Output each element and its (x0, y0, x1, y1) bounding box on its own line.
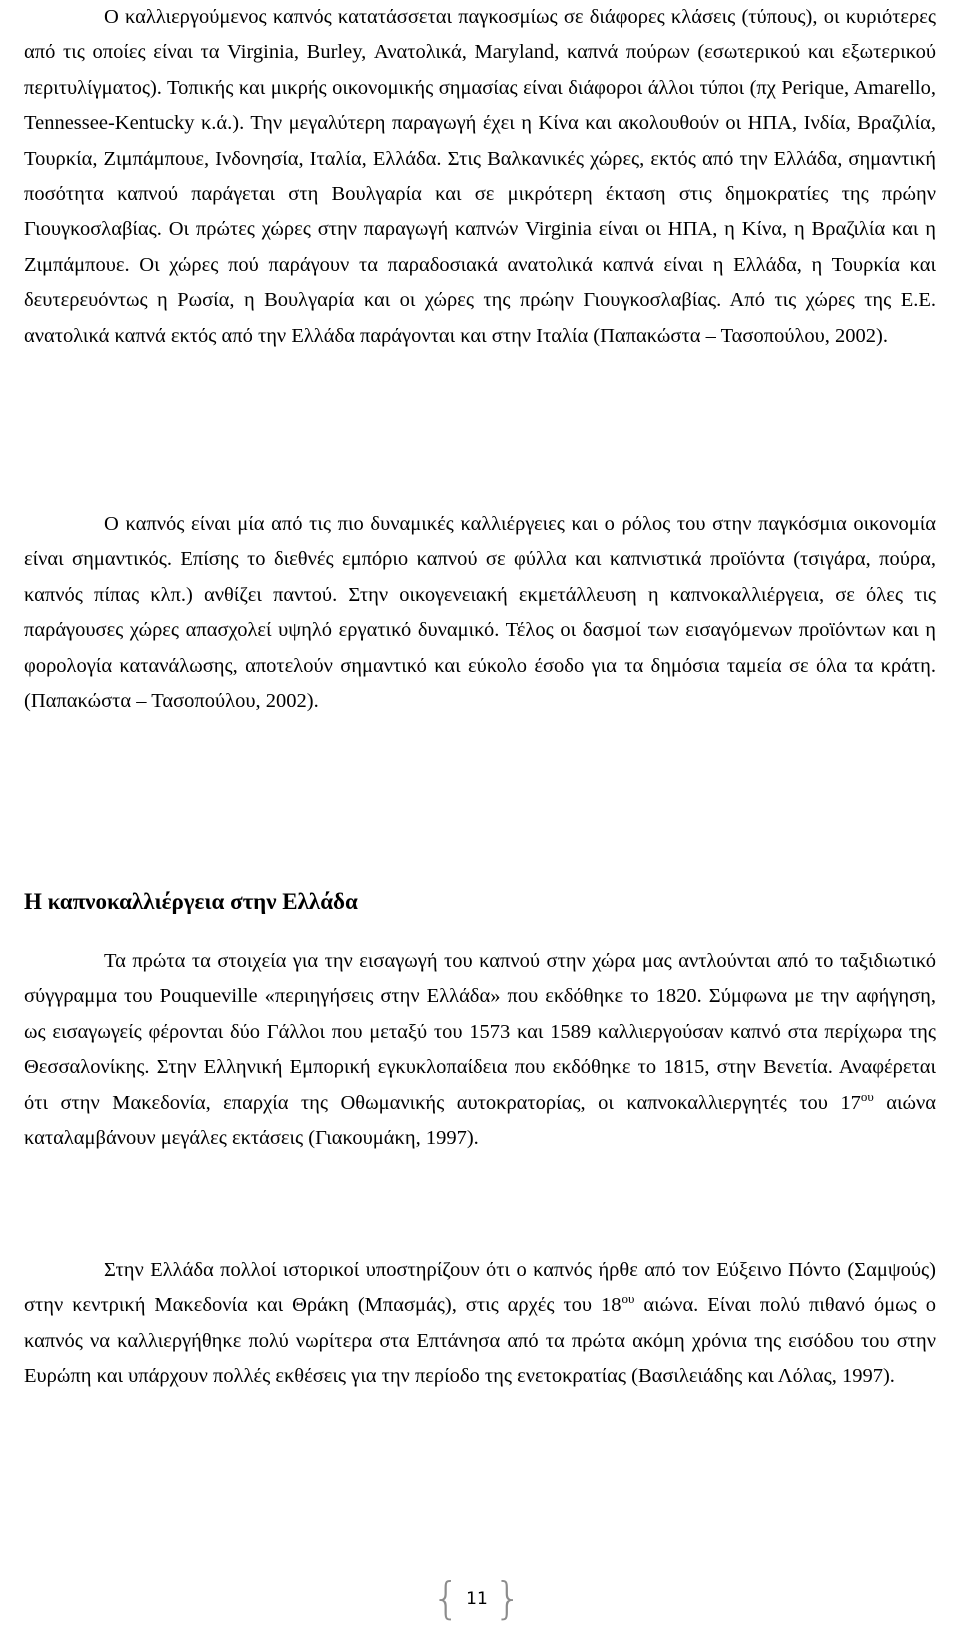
paragraph-tobacco-economy: Ο καπνός είναι μία από τις πιο δυναμικές καλλιέργειες και ο ρόλος του στην παγκόσμια οικονομία είναι σημαντικός. Επίσης το διεθνές εμπόριο καπνού σε φύλλα και καπνιστικά προϊόντα (τσιγάρα, πούρα, καπνός πίπας κλπ.) ανθίζει παντού. Στην οικογενειακή εκμετάλλευση η καπνοκαλλιέργεια, σε όλες τις παράγουσες χώρες απασχολεί υψηλό εργατικό δυναμικό. Τέλος οι δασμοί των εισαγόμενων προϊόντων και η φορολογία κατανάλωσης, αποτελούν σημαντικό και εύκολο έσοδο για τα δημόσια ταμεία σε όλα τα κράτη. (Παπακώστα – Τασοπούλου, 2002). (24, 513, 936, 713)
paragraph-tobacco-origin (24, 1253, 936, 1395)
page-number: 11 (466, 1589, 488, 1609)
right-brace-icon: } (494, 1573, 522, 1624)
paragraph-text: Στην Ελλάδα πολλοί ιστορικοί υποστηρίζουν ότι ο καπνός ήρθε από τον Εύξεινο Πόντο (Σαμψούς) στην κεντρική Μακεδονία και Θράκη (Μπασμάς), στις αρχές του 18 (24, 1259, 936, 1317)
section-heading: Η καπνοκαλλιέργεια στην Ελλάδα (24, 889, 358, 914)
paragraph-text: αιώνα. Είναι πολύ πιθανό όμως ο καπνός να καλλιεργήθηκε πολύ νωρίτερα στα Επτάνησα από τα πρώτα ακόμη χρόνια της εισόδου του στην Ευρώπη και υπάρχουν πολλές εκθέσεις για την περίοδο της ενετοκρατίας (Βασιλειάδης και Λόλας, 1997). (24, 1294, 936, 1388)
paragraph-tobacco-types: Ο καλλιεργούμενος καπνός κατατάσσεται παγκοσμίως σε διάφορες κλάσεις (τύπους), οι κυριότερες από τις οποίες είναι τα Virginia, Burley, Ανατολικά, Maryland, καπνά πούρων (εσωτερικού και εξωτερικού περιτυλίγματος). Τοπικής και μικρής οικονομικής σημασίας είναι διάφοροι άλλοι τύποι (πχ Perique, Amarello, Tennessee-Kentucky κ.ά.). Την μεγαλύτερη παραγωγή έχει η Κίνα και ακολουθούν οι ΗΠΑ, Ινδία, Βραζιλία, Τουρκία, Ζιμπάμπουε, Ινδονησία, Ιταλία, Ελλάδα. Στις Βαλκανικές χώρες, εκτός από την Ελλάδα, σημαντική ποσότητα καπνού παράγεται στη Βουλγαρία και σε μικρότερη έκταση στις δημοκρατίες της πρώην Γιουγκοσλαβίας. Οι πρώτες χώρες στην παραγωγή καπνών Virginia είναι οι ΗΠΑ, η Κίνα, η Βραζιλία και η Ζιμπάμπουε. Οι χώρες πού παράγουν τα παραδοσιακά ανατολικά καπνά είναι η Ελλάδα, η Τουρκία και δευτερευόντως η Ρωσία, η Βουλγαρία και οι χώρες της πρώην Γιουγκοσλαβίας. Από τις χώρες της Ε.Ε. ανατολικά καπνά εκτός από την Ελλάδα παράγονται και στην Ιταλία (Παπακώστα – Τασοπούλου, 2002). (24, 6, 936, 347)
paragraph-text: αιώνα καταλαμβάνουν μεγάλες εκτάσεις (Γιακουμάκη, 1997). (24, 1091, 936, 1150)
left-brace-icon: { (432, 1573, 460, 1624)
page-footer (432, 1575, 522, 1623)
paragraph-text: Τα πρώτα τα στοιχεία για την εισαγωγή του καπνού στην χώρα μας αντλούνται από το ταξιδιωτικό σύγγραμμα του Pouqueville «περιηγήσεις στην Ελλάδα» που εκδόθηκε το 1820. Σύμφωνα με την αφήγηση, ως εισαγωγείς φέρονται δύο Γάλλοι που μεταξύ του 1573 και 1589 καλλιεργούσαν καπνό στα περίχωρα της Θεσσαλονίκης. Στην Ελληνική Εμπορική εγκυκλοπαίδεια που εκδόθηκε το 1815, στην Βενετία. Αναφέρεται ότι στην Μακεδονία, επαρχία της Οθωμανικής αυτοκρατορίας, οι καπνοκαλλιεργητές του 17 (24, 950, 936, 1114)
superscript-ordinal: ου (621, 1291, 635, 1307)
superscript-ordinal: ου (860, 1088, 874, 1104)
paragraph-tobacco-introduction (24, 944, 936, 1156)
